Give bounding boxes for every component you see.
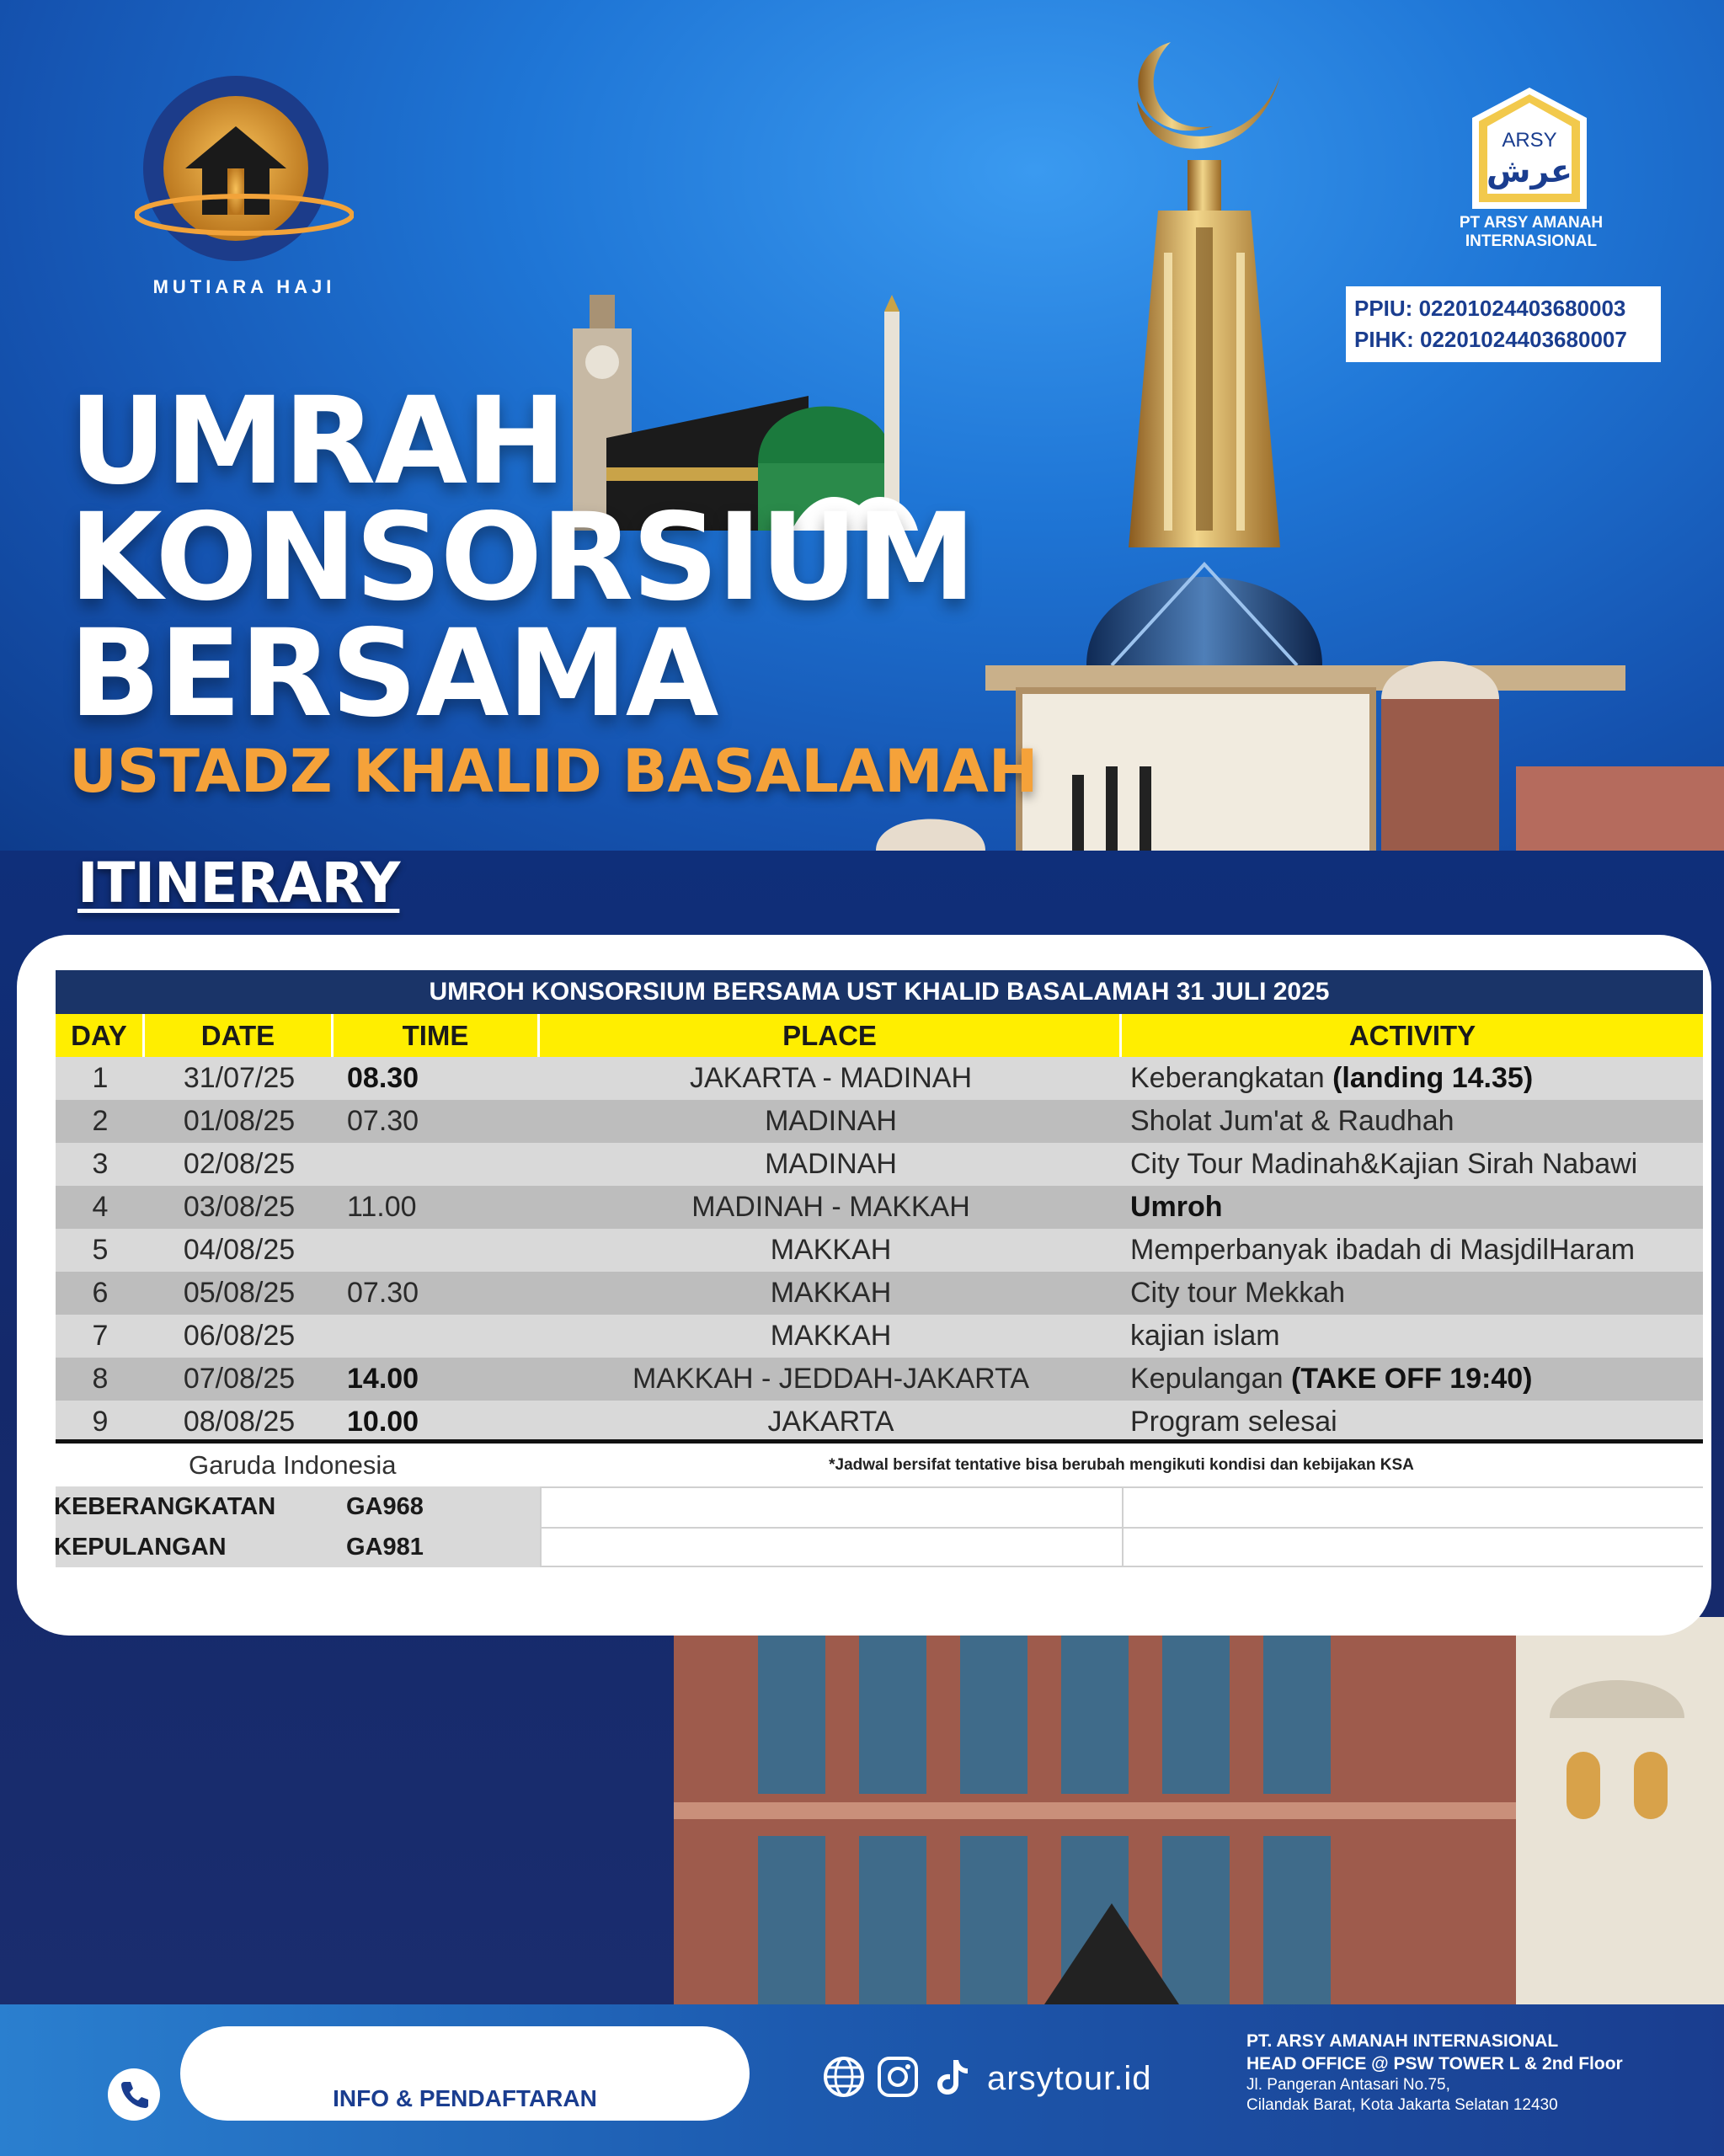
table-row xyxy=(56,1315,1703,1358)
headline-line-3: BERSAMA xyxy=(69,603,718,744)
row-date: 05/08/25 xyxy=(183,1277,296,1309)
itinerary-label: ITINERARY xyxy=(77,851,400,915)
phone-button[interactable] xyxy=(108,2068,160,2121)
return-code: GA981 xyxy=(346,1534,424,1561)
arsy-company-name: PT ARSY AMANAH INTERNASIONAL xyxy=(1459,214,1604,250)
row-day: 5 xyxy=(92,1234,109,1266)
footer-company-name: PT. ARSY AMANAH INTERNASIONAL xyxy=(1246,2031,1559,2051)
table-row xyxy=(56,1186,1703,1229)
airline-name: Garuda Indonesia xyxy=(189,1450,397,1480)
row-date: 06/08/25 xyxy=(183,1320,296,1352)
instagram-icon[interactable] xyxy=(876,2055,920,2099)
departure-code: GA968 xyxy=(346,1493,424,1520)
row-place: MADINAH - MAKKAH xyxy=(691,1191,970,1223)
flight-info xyxy=(56,1486,540,1567)
phone-icon xyxy=(108,2068,160,2121)
table-footer xyxy=(56,1444,1703,1570)
mutiara-haji-name: MUTIARA HAJI xyxy=(152,276,336,297)
mutiara-haji-logo xyxy=(135,76,354,270)
info-registration-label: INFO & PENDAFTARAN xyxy=(333,2085,597,2111)
subheadline: USTADZ KHALID BASALAMAH xyxy=(69,737,1038,806)
row-activity: City Tour Madinah&Kajian Sirah Nabawi xyxy=(1130,1148,1638,1180)
clock-tower-illustration xyxy=(859,25,1724,851)
row-activity-text: Keberangkatan xyxy=(1130,1062,1325,1094)
row-activity: Sholat Jum'at & Raudhah xyxy=(1130,1105,1454,1137)
row-place: MADINAH xyxy=(765,1105,897,1137)
row-place: MAKKAH xyxy=(770,1320,892,1352)
row-time: 14.00 xyxy=(347,1363,419,1395)
row-date: 07/08/25 xyxy=(183,1363,296,1395)
row-day: 2 xyxy=(92,1105,109,1137)
empty-grid xyxy=(540,1486,1703,1567)
row-date: 03/08/25 xyxy=(183,1191,296,1223)
footer-address-1: Jl. Pangeran Antasari No.75, xyxy=(1246,2076,1450,2094)
table-row xyxy=(56,1272,1703,1315)
row-activity: Memperbanyak ibadah di MasjdilHaram xyxy=(1130,1234,1636,1266)
arsy-logo-text: ARSY xyxy=(1502,129,1557,152)
headline-line-2: KONSORSIUM xyxy=(69,487,974,627)
footer-head-office: HEAD OFFICE @ PSW TOWER L & 2nd Floor xyxy=(1246,2054,1623,2073)
row-date: 31/07/25 xyxy=(183,1062,296,1094)
row-time: 11.00 xyxy=(347,1191,417,1223)
table-row xyxy=(56,1057,1703,1100)
pihk-license: PIHK: 02201024403680007 xyxy=(1354,327,1627,352)
table-row xyxy=(56,1358,1703,1401)
row-activity: City tour Mekkah xyxy=(1130,1277,1346,1309)
row-time xyxy=(334,1315,540,1358)
row-time xyxy=(334,1229,540,1272)
arsy-logo xyxy=(1472,88,1587,209)
row-day: 4 xyxy=(92,1191,109,1223)
row-place: MADINAH xyxy=(765,1148,897,1180)
row-time: 10.00 xyxy=(347,1406,419,1438)
table-row xyxy=(56,1401,1703,1444)
departure-label: KEBERANGKATAN xyxy=(54,1493,276,1520)
row-time: 07.30 xyxy=(347,1105,419,1137)
tentative-note: *Jadwal bersifat tentative bisa berubah mengikuti kondisi dan kebijakan KSA xyxy=(829,1456,1414,1474)
row-date: 04/08/25 xyxy=(183,1234,296,1266)
row-place: MAKKAH - JEDDAH-JAKARTA xyxy=(632,1363,1030,1395)
footer-address-2: Cilandak Barat, Kota Jakarta Selatan 12430 xyxy=(1246,2096,1558,2114)
license-box xyxy=(1346,286,1661,362)
row-time xyxy=(334,1143,540,1186)
table-header-row xyxy=(56,1014,1703,1057)
row-activity xyxy=(1122,1358,1703,1401)
row-activity: kajian islam xyxy=(1130,1320,1280,1352)
arsy-logo-arabic: عرش xyxy=(1486,152,1573,189)
header-date: DATE xyxy=(145,1014,334,1057)
row-date: 02/08/25 xyxy=(183,1148,296,1180)
hero-banner xyxy=(0,0,1724,851)
info-registration-button[interactable] xyxy=(180,2026,750,2121)
header-activity: ACTIVITY xyxy=(1348,1020,1476,1051)
website-link[interactable]: arsytour.id xyxy=(987,2060,1152,2097)
itinerary-card xyxy=(17,935,1711,1636)
row-place: JAKARTA - MADINAH xyxy=(689,1062,973,1094)
table-title: UMROH KONSORSIUM BERSAMA UST KHALID BASALAMAH 31 JULI 2025 xyxy=(56,970,1703,1014)
return-label: KEPULANGAN xyxy=(54,1534,227,1561)
footer-bar xyxy=(0,2004,1724,2156)
row-place: MAKKAH xyxy=(770,1234,892,1266)
row-day: 7 xyxy=(92,1320,109,1352)
headline-line-1: UMRAH xyxy=(69,371,565,511)
row-activity: Program selesai xyxy=(1130,1406,1337,1438)
row-day: 8 xyxy=(92,1363,109,1395)
row-date: 01/08/25 xyxy=(183,1105,296,1137)
table-row xyxy=(56,1100,1703,1143)
table-row xyxy=(56,1143,1703,1186)
row-place: MAKKAH xyxy=(770,1277,892,1309)
row-day: 3 xyxy=(92,1148,109,1180)
row-place: JAKARTA xyxy=(767,1406,894,1438)
company-info xyxy=(1246,2030,1623,2116)
row-activity: Umroh xyxy=(1130,1191,1223,1223)
tiktok-icon[interactable] xyxy=(930,2055,974,2099)
row-time: 07.30 xyxy=(347,1277,419,1309)
row-activity xyxy=(1122,1057,1703,1100)
ppiu-license: PPIU: 02201024403680003 xyxy=(1354,296,1626,321)
globe-icon[interactable] xyxy=(822,2055,866,2099)
social-links xyxy=(822,2055,974,2102)
row-date: 08/08/25 xyxy=(183,1406,296,1438)
headline xyxy=(69,371,974,744)
row-time: 08.30 xyxy=(347,1062,419,1094)
building-illustration xyxy=(674,1617,1724,2004)
row-activity-text: Kepulangan xyxy=(1130,1363,1284,1395)
header-day: DAY xyxy=(56,1014,145,1057)
row-activity-note: (landing 14.35) xyxy=(1332,1062,1534,1094)
header-time: TIME xyxy=(334,1014,540,1057)
table-row xyxy=(56,1229,1703,1272)
row-activity-note: (TAKE OFF 19:40) xyxy=(1290,1363,1533,1395)
row-day: 9 xyxy=(92,1406,109,1438)
row-day: 6 xyxy=(92,1277,109,1309)
header-place: PLACE xyxy=(540,1014,1122,1057)
row-day: 1 xyxy=(92,1062,109,1094)
itinerary-table xyxy=(56,970,1703,1570)
